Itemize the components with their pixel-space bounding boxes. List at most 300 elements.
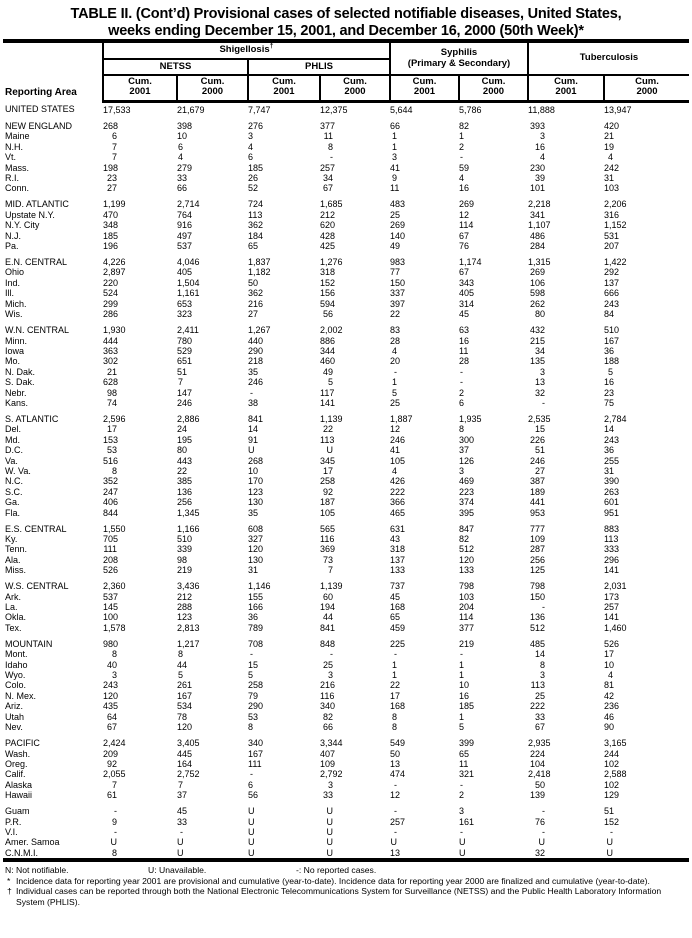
value-cell: 120 xyxy=(248,544,264,555)
value-cell: 246 xyxy=(529,455,545,466)
value-cell: 125 xyxy=(529,565,545,576)
value-cell: 21 xyxy=(106,366,117,377)
value-cell: 5 xyxy=(177,670,183,681)
value-cell: 102 xyxy=(604,779,620,790)
footnote-dagger-text: Individual cases can be reported through both the National Electronic Telecommunications System for Surveillance (NETSS) and the Public Health Laboratory Information System (PHLIS). xyxy=(16,886,662,907)
value-cell: 168 xyxy=(390,701,406,712)
value-cell: 631 xyxy=(390,523,406,534)
value-cell: 549 xyxy=(390,738,406,749)
reporting-area-cell: Maine xyxy=(5,131,30,142)
reporting-area-cell: N.J. xyxy=(5,230,22,241)
dagger-superscript: † xyxy=(269,43,274,51)
value-cell: 11 xyxy=(459,345,469,356)
value-cell: 16 xyxy=(459,690,470,701)
value-cell: 1,930 xyxy=(103,325,126,336)
value-cell: 74 xyxy=(106,397,117,408)
reporting-area-cell: S.C. xyxy=(5,486,23,497)
value-cell: 67 xyxy=(106,722,117,733)
value-cell: 537 xyxy=(103,591,119,602)
value-cell: 377 xyxy=(459,622,475,633)
header-col-syphilis-cum-2000: Cum. 2000 xyxy=(459,75,528,102)
value-cell: 474 xyxy=(390,769,406,780)
value-cell: 340 xyxy=(320,701,336,712)
table-row xyxy=(3,612,689,622)
value-cell: U xyxy=(538,837,545,848)
value-cell: - xyxy=(330,152,333,163)
value-cell: U xyxy=(459,837,466,848)
value-cell: 223 xyxy=(459,486,475,497)
table-row xyxy=(3,701,689,711)
legend-unavailable: U: Unavailable. xyxy=(148,865,207,876)
value-cell: 39 xyxy=(534,173,545,184)
value-cell: 537 xyxy=(177,241,193,252)
value-cell: 708 xyxy=(248,638,264,649)
value-cell: - xyxy=(394,366,397,377)
value-cell: 8 xyxy=(248,722,254,733)
value-cell: 11,888 xyxy=(528,105,555,115)
reporting-area-cell: Ind. xyxy=(5,277,21,288)
value-cell: 798 xyxy=(529,581,545,592)
reporting-area-cell: N.C. xyxy=(5,476,23,487)
value-cell: 3 xyxy=(111,670,117,681)
value-cell: 261 xyxy=(177,680,193,691)
value-cell: 66 xyxy=(390,121,401,131)
value-cell: 100 xyxy=(103,612,119,623)
value-cell: 216 xyxy=(320,680,336,691)
table-row xyxy=(3,288,689,298)
value-cell: - xyxy=(114,806,117,817)
value-cell: 141 xyxy=(604,612,620,623)
value-cell: 3 xyxy=(539,131,545,142)
value-cell: 6 xyxy=(177,141,183,152)
reporting-area-cell: W.S. CENTRAL xyxy=(5,581,69,592)
table-row xyxy=(3,691,689,701)
value-cell: 2,886 xyxy=(177,413,200,424)
table-row xyxy=(3,837,689,847)
value-cell: 653 xyxy=(177,298,193,309)
value-cell: 17 xyxy=(390,690,401,701)
value-cell: 2,206 xyxy=(604,199,627,210)
value-cell: 167 xyxy=(604,335,620,346)
value-cell: 103 xyxy=(604,183,620,194)
value-cell: 133 xyxy=(459,565,475,576)
value-cell: 212 xyxy=(177,591,193,602)
table-row xyxy=(3,759,689,769)
value-cell: 6 xyxy=(111,131,117,142)
value-cell: U xyxy=(326,816,333,827)
header-subgroup-netss: NETSS xyxy=(103,59,248,75)
value-cell: 8 xyxy=(327,141,333,152)
reporting-area-cell: Ga. xyxy=(5,497,20,508)
value-cell: 255 xyxy=(604,455,620,466)
value-cell: 22 xyxy=(390,309,401,320)
table-header xyxy=(3,41,689,102)
value-cell: 161 xyxy=(459,816,475,827)
value-cell: 14 xyxy=(248,424,259,435)
value-cell: 31 xyxy=(248,565,259,576)
value-cell: U xyxy=(326,837,333,848)
value-cell: 258 xyxy=(320,476,336,487)
value-cell: - xyxy=(394,826,397,837)
value-cell: 1,199 xyxy=(103,199,126,210)
value-cell: 300 xyxy=(459,434,475,445)
value-cell: 5 xyxy=(327,377,333,388)
value-cell: 187 xyxy=(320,497,336,508)
reporting-area-cell: Utah xyxy=(5,711,25,722)
value-cell: 339 xyxy=(177,544,193,555)
value-cell: 432 xyxy=(529,325,545,336)
value-cell: 953 xyxy=(529,507,545,518)
value-cell: 2,411 xyxy=(177,325,199,336)
value-cell: 243 xyxy=(604,298,620,309)
value-cell: 8 xyxy=(391,711,397,722)
value-cell: 3 xyxy=(391,152,397,163)
value-cell: 123 xyxy=(248,486,264,497)
value-cell: 290 xyxy=(248,701,264,712)
value-cell: 33 xyxy=(177,816,188,827)
value-cell: 17 xyxy=(106,424,117,435)
table-row xyxy=(3,790,689,800)
value-cell: 780 xyxy=(177,335,193,346)
reporting-area-cell: Minn. xyxy=(5,335,28,346)
value-cell: 405 xyxy=(177,267,193,278)
value-cell: U xyxy=(606,837,614,848)
notifiable-diseases-table xyxy=(3,39,689,862)
value-cell: 16 xyxy=(534,141,545,152)
value-cell: 76 xyxy=(459,241,470,252)
reporting-area-cell: R.I. xyxy=(5,173,20,184)
table-row xyxy=(3,639,689,649)
value-cell: 9 xyxy=(391,173,397,184)
value-cell: 135 xyxy=(529,356,545,367)
value-cell: 348 xyxy=(103,220,119,231)
value-cell: 497 xyxy=(177,230,193,241)
reporting-area-cell: C.N.M.I. xyxy=(5,847,38,858)
value-cell: 269 xyxy=(459,199,475,210)
value-cell: 366 xyxy=(390,497,406,508)
value-cell: 601 xyxy=(604,497,620,508)
value-cell: 2,935 xyxy=(528,738,551,749)
value-cell: 3 xyxy=(459,465,465,476)
value-cell: 724 xyxy=(248,199,264,210)
table-row xyxy=(3,649,689,659)
value-cell: 224 xyxy=(529,748,545,759)
value-cell: 67 xyxy=(534,722,545,733)
reporting-area-cell: Miss. xyxy=(5,565,26,576)
table-row xyxy=(3,497,689,507)
table-row xyxy=(3,780,689,790)
value-cell: - xyxy=(394,806,397,817)
value-cell: 137 xyxy=(604,277,620,288)
table-row xyxy=(3,565,689,575)
value-cell: 196 xyxy=(103,241,119,252)
value-cell: 2 xyxy=(459,387,465,398)
value-cell: 4,226 xyxy=(103,257,126,268)
value-cell: 73 xyxy=(322,554,333,565)
reporting-area-cell: Ala. xyxy=(5,554,21,565)
value-cell: 387 xyxy=(529,476,545,487)
value-cell: 65 xyxy=(459,748,470,759)
reporting-area-cell: MID. ATLANTIC xyxy=(5,199,69,210)
value-cell: 2,218 xyxy=(528,199,551,210)
value-cell: 8 xyxy=(111,465,117,476)
value-cell: 2,424 xyxy=(103,738,126,749)
value-cell: 244 xyxy=(604,748,620,759)
value-cell: 82 xyxy=(459,121,470,131)
value-cell: 1,161 xyxy=(177,288,200,299)
value-cell: 225 xyxy=(390,638,406,649)
table-row xyxy=(3,722,689,732)
value-cell: 393 xyxy=(529,121,545,131)
header-col-syphilis-cum-2001: Cum. 2001 xyxy=(390,75,459,102)
value-cell: 156 xyxy=(320,288,336,299)
value-cell: 841 xyxy=(248,413,264,424)
value-cell: 369 xyxy=(320,544,336,555)
value-cell: U xyxy=(248,837,255,848)
dagger-mark: † xyxy=(7,886,12,897)
value-cell: 1,315 xyxy=(528,257,551,268)
value-cell: 1,837 xyxy=(248,257,271,268)
table-row xyxy=(3,806,689,816)
value-cell: 3,344 xyxy=(320,738,343,749)
value-cell: 102 xyxy=(604,758,620,769)
value-cell: U xyxy=(177,837,184,848)
value-cell: 27 xyxy=(106,183,117,194)
value-cell: 269 xyxy=(529,267,545,278)
reporting-area-cell: Kans. xyxy=(5,397,29,408)
value-cell: 7 xyxy=(111,779,117,790)
value-cell: 53 xyxy=(248,711,259,722)
value-cell: - xyxy=(460,377,463,388)
value-cell: 215 xyxy=(529,335,545,346)
value-cell: 263 xyxy=(604,486,620,497)
reporting-area-cell: Mass. xyxy=(5,162,30,173)
value-cell: 268 xyxy=(103,121,119,131)
value-cell: 1,139 xyxy=(320,581,343,592)
value-cell: 385 xyxy=(177,476,193,487)
value-cell: 7 xyxy=(111,141,117,152)
table-row xyxy=(3,142,689,152)
value-cell: 440 xyxy=(248,335,264,346)
value-cell: 314 xyxy=(459,298,475,309)
legend-line xyxy=(5,865,689,876)
table-row xyxy=(3,680,689,690)
value-cell: 510 xyxy=(177,534,193,544)
reporting-area-cell: Iowa xyxy=(5,345,25,356)
value-cell: 406 xyxy=(103,497,119,508)
value-cell: 10 xyxy=(177,131,188,142)
value-cell: 377 xyxy=(320,121,336,131)
value-cell: 11 xyxy=(390,183,400,194)
reporting-area-cell: Amer. Samoa xyxy=(5,837,60,848)
value-cell: 111 xyxy=(103,544,117,555)
value-cell: 150 xyxy=(390,277,406,288)
value-cell: 486 xyxy=(529,230,545,241)
reporting-area-cell: Conn. xyxy=(5,183,30,194)
value-cell: 526 xyxy=(604,638,620,649)
value-cell: 15 xyxy=(534,424,545,435)
table-row xyxy=(3,173,689,183)
value-cell: 318 xyxy=(390,544,406,555)
value-cell: 40 xyxy=(106,659,117,670)
value-cell: 82 xyxy=(322,711,333,722)
value-cell: 13,947 xyxy=(604,105,632,115)
value-cell: 318 xyxy=(320,267,336,278)
value-cell: 1,550 xyxy=(103,523,126,534)
value-cell: 10 xyxy=(459,680,470,691)
title-line2: weeks ending December 15, 2001, and December 16, 2000 (50th Week)* xyxy=(108,22,584,39)
value-cell: U xyxy=(390,837,397,848)
value-cell: 36 xyxy=(604,345,615,356)
value-cell: 139 xyxy=(529,790,545,801)
table-row xyxy=(3,388,689,398)
value-cell: 65 xyxy=(390,612,401,623)
value-cell: 207 xyxy=(604,241,620,252)
header-col-phlis-cum-2000: Cum. 2000 xyxy=(320,75,390,102)
value-cell: 2,031 xyxy=(604,581,627,592)
value-cell: 405 xyxy=(459,288,475,299)
value-cell: 198 xyxy=(103,162,119,173)
value-cell: 24 xyxy=(177,424,188,435)
value-cell: 345 xyxy=(320,455,336,466)
value-cell: 136 xyxy=(529,612,545,623)
value-cell: 219 xyxy=(459,638,475,649)
table-row xyxy=(3,398,689,408)
value-cell: 469 xyxy=(459,476,475,487)
value-cell: 216 xyxy=(248,298,264,309)
value-cell: U xyxy=(326,445,333,456)
value-cell: 8 xyxy=(539,659,545,670)
value-cell: 565 xyxy=(320,523,336,534)
value-cell: 63 xyxy=(459,325,470,336)
value-cell: 2,596 xyxy=(103,413,126,424)
value-cell: 4 xyxy=(248,141,254,152)
value-cell: 8 xyxy=(111,649,117,660)
value-cell: 1,174 xyxy=(459,257,482,268)
shigellosis-label: Shigellosis xyxy=(219,44,270,56)
table-row xyxy=(3,544,689,554)
value-cell: 2,360 xyxy=(103,581,126,592)
value-cell: 25 xyxy=(390,209,401,220)
value-cell: 34 xyxy=(322,173,333,184)
value-cell: 485 xyxy=(529,638,545,649)
reporting-area-cell: Nebr. xyxy=(5,387,27,398)
value-cell: 628 xyxy=(103,377,119,388)
value-cell: - xyxy=(610,826,614,837)
value-cell: 3,436 xyxy=(177,581,200,592)
value-cell: 141 xyxy=(604,565,620,576)
value-cell: 152 xyxy=(320,277,336,288)
value-cell: 425 xyxy=(320,241,336,252)
value-cell: 51 xyxy=(604,806,615,817)
value-cell: 4 xyxy=(391,465,397,476)
value-cell: 316 xyxy=(604,209,620,220)
value-cell: 167 xyxy=(177,690,193,701)
value-cell: 362 xyxy=(248,288,264,299)
value-cell: 141 xyxy=(320,397,336,408)
value-cell: 1 xyxy=(459,711,465,722)
value-cell: 51 xyxy=(534,445,545,456)
value-cell: 25 xyxy=(322,659,333,670)
value-cell: 109 xyxy=(320,758,336,769)
value-cell: 44 xyxy=(177,659,188,670)
table-row xyxy=(3,487,689,497)
table-row xyxy=(3,309,689,319)
value-cell: 257 xyxy=(604,602,620,613)
value-cell: 764 xyxy=(177,209,193,220)
value-cell: 4 xyxy=(608,152,614,163)
value-cell: 25 xyxy=(390,397,401,408)
value-cell: 8 xyxy=(391,722,397,733)
table-row xyxy=(3,749,689,759)
value-cell: - xyxy=(460,779,463,790)
value-cell: 28 xyxy=(390,335,401,346)
value-cell: 841 xyxy=(320,622,336,633)
value-cell: 117 xyxy=(320,387,335,398)
reporting-area-cell: N. Dak. xyxy=(5,366,36,377)
table-row xyxy=(3,712,689,722)
value-cell: 705 xyxy=(103,534,119,544)
value-cell: 5 xyxy=(391,387,397,398)
reporting-area-cell: Tex. xyxy=(5,622,22,633)
table-row xyxy=(3,121,689,131)
value-cell: 247 xyxy=(103,486,119,497)
value-cell: - xyxy=(460,649,463,660)
value-cell: 44 xyxy=(322,612,333,623)
value-cell: 848 xyxy=(320,638,336,649)
reporting-area-cell: V.I. xyxy=(5,826,18,837)
value-cell: 5,786 xyxy=(459,105,482,115)
value-cell: 302 xyxy=(103,356,119,367)
value-cell: 2,714 xyxy=(177,199,200,210)
value-cell: 236 xyxy=(604,701,620,712)
table-row xyxy=(3,534,689,544)
value-cell: 1,935 xyxy=(459,413,482,424)
header-col-netss-cum-2000: Cum. 2000 xyxy=(177,75,248,102)
reporting-area-cell: Upstate N.Y. xyxy=(5,209,55,220)
value-cell: 34 xyxy=(534,345,545,356)
value-cell: 75 xyxy=(604,397,615,408)
table-row xyxy=(3,183,689,193)
value-cell: 11 xyxy=(459,758,469,769)
value-cell: 212 xyxy=(320,209,336,220)
value-cell: 512 xyxy=(459,544,475,555)
value-cell: 140 xyxy=(390,230,406,241)
value-cell: 20 xyxy=(390,356,401,367)
table-row xyxy=(3,336,689,346)
value-cell: 2,002 xyxy=(320,325,343,336)
value-cell: 279 xyxy=(177,162,193,173)
value-cell: 435 xyxy=(103,701,119,712)
value-cell: U xyxy=(248,445,255,456)
value-cell: 1,146 xyxy=(248,581,271,592)
value-cell: 1,422 xyxy=(604,257,627,268)
value-cell: 45 xyxy=(390,591,401,602)
value-cell: 777 xyxy=(529,523,545,534)
reporting-area-cell: Guam xyxy=(5,806,30,817)
table-row xyxy=(3,299,689,309)
value-cell: 8 xyxy=(177,649,183,660)
reporting-area-cell: MOUNTAIN xyxy=(5,638,53,649)
value-cell: 82 xyxy=(459,534,470,544)
value-cell: 16 xyxy=(604,377,615,388)
value-cell: 1,460 xyxy=(604,622,627,633)
value-cell: 290 xyxy=(248,345,264,356)
value-cell: 31 xyxy=(604,173,615,184)
value-cell: 126 xyxy=(459,455,475,466)
table-row xyxy=(3,508,689,518)
value-cell: 33 xyxy=(177,173,188,184)
